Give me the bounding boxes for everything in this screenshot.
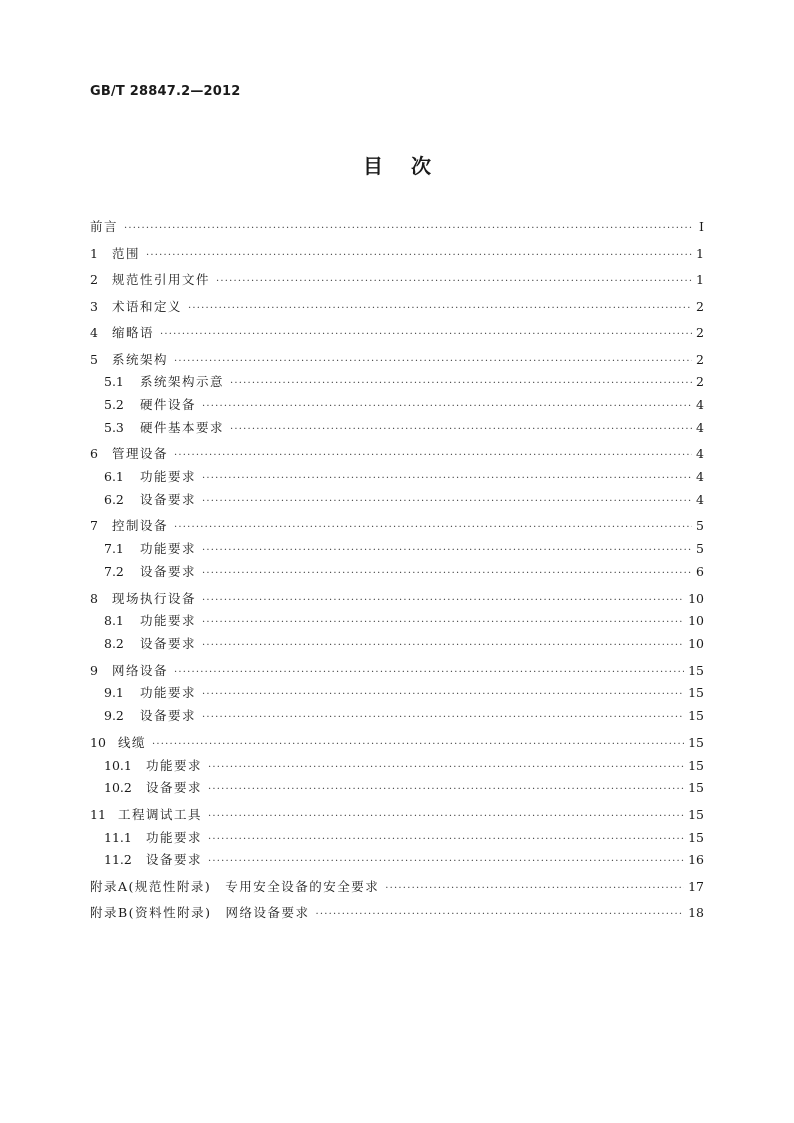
toc-entry-label: 功能要求 [140, 613, 197, 629]
toc-entry-label: 功能要求 [140, 469, 197, 485]
toc-entry-page: 5 [696, 541, 704, 557]
toc-entry-page: 2 [696, 374, 704, 390]
dot-leader [202, 492, 692, 512]
toc-entry-number: 10.1 [104, 757, 132, 773]
toc-entry-label: 范围 [112, 245, 141, 261]
dot-leader [202, 708, 684, 728]
toc-entry-number: 6.1 [104, 469, 124, 485]
toc-entry-page: 4 [696, 397, 704, 413]
dot-leader [202, 685, 684, 705]
toc-entry-page: 1 [696, 245, 704, 261]
toc-entry[interactable] [90, 828, 704, 850]
toc-entry[interactable] [90, 217, 704, 239]
toc-entry[interactable] [90, 756, 704, 778]
toc-entry-page: 5 [696, 518, 704, 534]
toc-entry-page: 15 [688, 806, 704, 822]
toc-entry-label: 附录B(资料性附录) 网络设备要求 [90, 905, 310, 921]
toc-entry[interactable] [90, 634, 704, 656]
toc-entry[interactable] [90, 539, 704, 561]
toc-entry-number: 11.2 [104, 852, 132, 868]
toc-entry[interactable] [90, 516, 704, 538]
toc-entry-label: 设备要求 [140, 491, 197, 507]
toc-entry-number: 10.2 [104, 780, 132, 796]
dot-leader [208, 807, 684, 827]
toc-entry-number: 5.2 [104, 397, 124, 413]
dot-leader [174, 446, 692, 466]
toc-entry[interactable] [90, 467, 704, 489]
toc-entry-label: 硬件基本要求 [140, 419, 225, 435]
toc-entry-page: 10 [688, 636, 704, 652]
toc-entry[interactable] [90, 350, 704, 372]
toc-entry-label: 线缆 [118, 734, 147, 750]
toc-entry-number: 9.1 [104, 685, 124, 701]
dot-leader [174, 518, 692, 538]
toc-entry-number: 2 [90, 272, 98, 287]
toc-entry-page: 16 [688, 852, 704, 868]
toc-entry-label: 网络设备 [112, 662, 169, 678]
toc-entry-label: 功能要求 [146, 829, 203, 845]
toc-entry-page: 1 [696, 272, 704, 287]
standard-code: GB/T 28847.2—2012 [90, 84, 241, 99]
dot-leader [385, 879, 684, 899]
toc-entry[interactable] [90, 562, 704, 584]
toc-entry-number: 11.1 [104, 829, 132, 845]
toc-entry-number: 7.1 [104, 541, 124, 557]
toc-entry-page: 15 [688, 662, 704, 678]
toc-entry-page: Ⅰ [699, 219, 704, 234]
dot-leader [216, 272, 692, 292]
toc-entry-page: 15 [688, 685, 704, 701]
toc-entry-label: 功能要求 [146, 757, 203, 773]
toc-entry-number: 10 [90, 734, 106, 750]
dot-leader [152, 735, 684, 755]
toc-entry-page: 2 [696, 351, 704, 367]
toc-entry-number: 1 [90, 245, 98, 261]
dot-leader [202, 397, 692, 417]
toc-entry-label: 设备要求 [140, 708, 197, 724]
toc-entry-page: 15 [688, 829, 704, 845]
toc-entry-page: 2 [696, 298, 704, 314]
toc-entry-page: 15 [688, 780, 704, 796]
toc-entry-page: 2 [696, 325, 704, 340]
dot-leader [124, 219, 692, 239]
dot-leader [174, 352, 692, 372]
toc-entry-number: 8.2 [104, 636, 124, 652]
toc-entry-number: 9.2 [104, 708, 124, 724]
toc-entry-number: 6.2 [104, 491, 124, 507]
toc-entry-page: 4 [696, 446, 704, 462]
toc-entry-label: 系统架构 [112, 351, 169, 367]
dot-leader [208, 780, 684, 800]
dot-leader [315, 905, 684, 925]
toc-entry[interactable] [90, 418, 704, 440]
toc-entry-page: 15 [688, 757, 704, 773]
toc-entry[interactable] [90, 778, 704, 800]
toc-entry-number: 6 [90, 446, 98, 462]
toc-entry-page: 18 [688, 905, 704, 921]
dot-leader [202, 636, 684, 656]
toc-entry-page: 4 [696, 419, 704, 435]
dot-leader [230, 420, 692, 440]
toc-entry[interactable] [90, 490, 704, 512]
toc-entry-label: 术语和定义 [112, 298, 183, 314]
toc-entry[interactable] [90, 903, 704, 925]
toc-entry-label: 附录A(规范性附录) 专用安全设备的安全要求 [90, 878, 380, 894]
dot-leader [230, 374, 692, 394]
toc-entry-number: 5.1 [104, 374, 124, 390]
toc-entry-label: 规范性引用文件 [112, 272, 211, 287]
toc-entry[interactable] [90, 270, 704, 292]
toc-entry-number: 8 [90, 590, 98, 606]
toc-entry-label: 缩略语 [112, 325, 155, 340]
toc-entry-label: 工程调试工具 [118, 806, 203, 822]
toc-entry-page: 4 [696, 491, 704, 507]
dot-leader [146, 246, 692, 266]
toc-entry-number: 5 [90, 351, 98, 367]
toc-entry-page: 4 [696, 469, 704, 485]
toc-entry-label: 硬件设备 [140, 397, 197, 413]
toc-entry-page: 15 [688, 708, 704, 724]
toc-entry-label: 功能要求 [140, 541, 197, 557]
toc-entry-number: 7.2 [104, 564, 124, 580]
toc-entry-number: 7 [90, 518, 98, 534]
dot-leader [160, 325, 692, 345]
toc-entry[interactable] [90, 395, 704, 417]
toc-entry[interactable] [90, 611, 704, 633]
toc-entry[interactable] [90, 372, 704, 394]
toc-entry-label: 设备要求 [140, 564, 197, 580]
toc-entry-label: 设备要求 [146, 780, 203, 796]
toc-entry[interactable] [90, 297, 704, 319]
toc-entry[interactable] [90, 323, 704, 345]
toc-entry-page: 6 [696, 564, 704, 580]
dot-leader [202, 591, 684, 611]
toc-entry[interactable] [90, 706, 704, 728]
toc-entry[interactable] [90, 244, 704, 266]
toc-entry-number: 9 [90, 662, 98, 678]
toc-entry[interactable] [90, 850, 704, 872]
dot-leader [202, 469, 692, 489]
toc-entry-number: 11 [90, 806, 106, 822]
toc-entry-label: 控制设备 [112, 518, 169, 534]
toc-entry-label: 设备要求 [140, 636, 197, 652]
toc-entry-number: 3 [90, 298, 98, 314]
toc-entry-number: 8.1 [104, 613, 124, 629]
toc-entry-label: 系统架构示意 [140, 374, 225, 390]
toc-entry[interactable] [90, 444, 704, 466]
toc-entry-label: 管理设备 [112, 446, 169, 462]
toc-entry[interactable] [90, 589, 704, 611]
toc-entry[interactable] [90, 683, 704, 705]
toc-entry-page: 10 [688, 613, 704, 629]
dot-leader [202, 564, 692, 584]
toc-entry[interactable] [90, 805, 704, 827]
toc-entry-label: 设备要求 [146, 852, 203, 868]
toc-entry-page: 15 [688, 734, 704, 750]
dot-leader [208, 758, 684, 778]
toc-entry[interactable] [90, 877, 704, 899]
dot-leader [208, 852, 684, 872]
page-title: 目次 [363, 154, 459, 178]
table-of-contents [90, 215, 704, 925]
toc-entry-number: 5.3 [104, 419, 124, 435]
dot-leader [208, 830, 684, 850]
dot-leader [202, 613, 684, 633]
toc-entry-page: 10 [688, 590, 704, 606]
toc-entry[interactable] [90, 661, 704, 683]
dot-leader [174, 663, 684, 683]
toc-entry-label: 功能要求 [140, 685, 197, 701]
dot-leader [188, 299, 692, 319]
toc-entry[interactable] [90, 733, 704, 755]
toc-entry-number: 4 [90, 325, 98, 340]
toc-entry-label: 前言 [90, 219, 119, 234]
toc-entry-page: 17 [688, 878, 704, 894]
toc-entry-label: 现场执行设备 [112, 590, 197, 606]
dot-leader [202, 541, 692, 561]
